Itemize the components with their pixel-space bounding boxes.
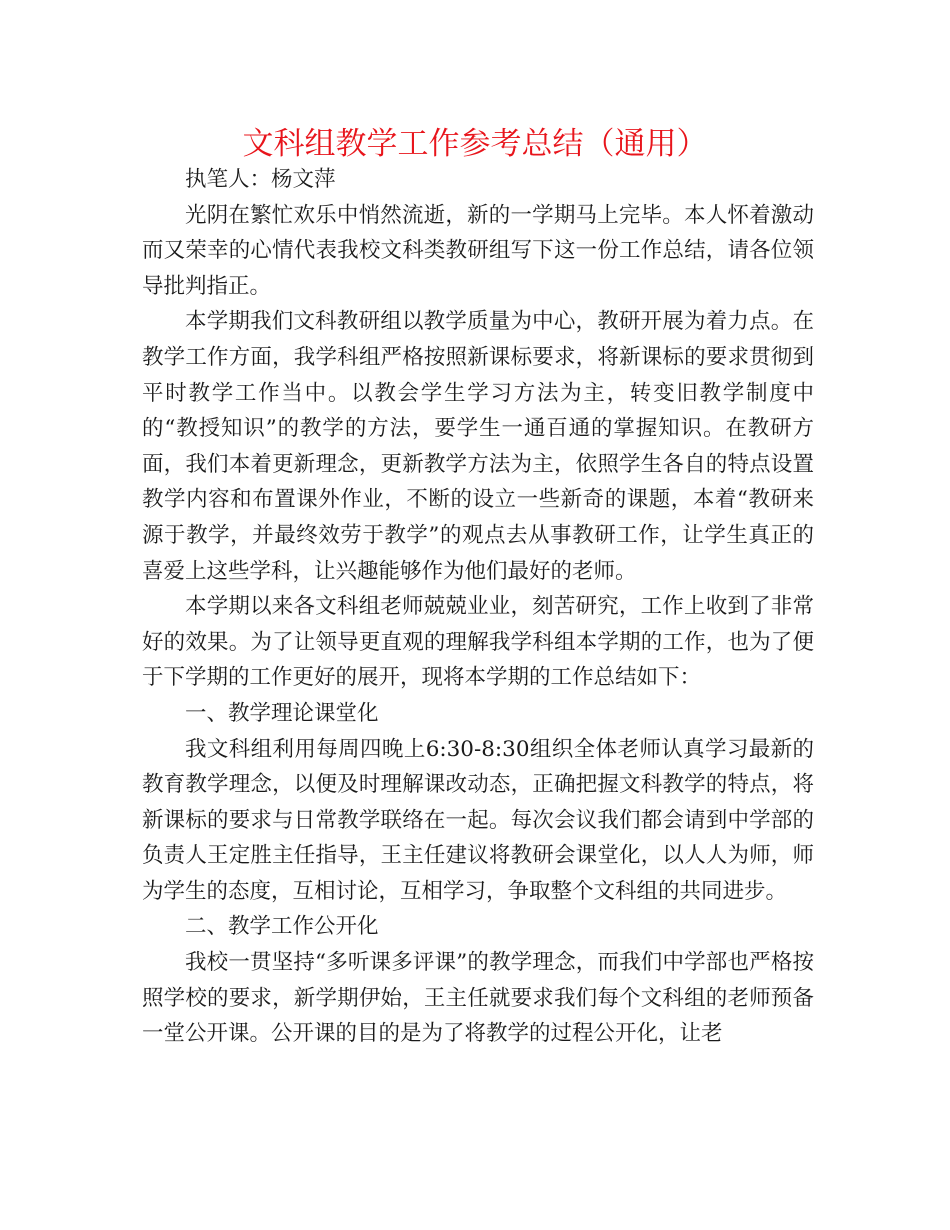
section-heading-1: 一、教学理论课堂化 [185, 700, 379, 726]
paragraph-summary-lead: 本学期以来各文科组老师兢兢业业，刻苦研究，工作上收到了非常好的效果。为了让领导更直观的理解我学科组本学期的工作，也为了便于下学期的工作更好的展开，现将本学期的工作总结如下： [142, 594, 814, 691]
paragraph-section-1: 我文科组利用每周四晚上6:30-8:30组织全体老师认真学习最新的教育教学理念，以便及时理解课改动态，正确把握文科教学的特点，将新课标的要求与日常教学联络在一起。每次会议我们都会请到中学部的负责人王定胜主任指导，王主任建议将教研会课堂化，以人人为师，师为学生的态度，互相讨论，互相学习，争取整个文科组的共同进步。 [142, 736, 814, 904]
paragraph-section-2: 我校一贯坚持“多听课多评课”的教学理念，而我们中学部也严格按照学校的要求，新学期伊始，王主任就要求我们每个文科组的老师预备一堂公开课。公开课的目的是为了将教学的过程公开化，让老 [142, 950, 814, 1047]
paragraph-overview: 本学期我们文科教研组以教学质量为中心，教研开展为着力点。在教学工作方面，我学科组严格按照新课标要求，将新课标的要求贯彻到平时教学工作当中。以教会学生学习方法为主，转变旧教学制度中的“教授知识”的教学的方法，要学生一通百通的掌握知识。在教研方面，我们本着更新理念，更新教学方法为主，依照学生各自的特点设置教学内容和布置课外作业，不断的设立一些新奇的课题，本着“教研来源于教学，并最终效劳于教学”的观点去从事教研工作，让学生真正的喜爱上这些学科，让兴趣能够作为他们最好的老师。 [142, 309, 814, 584]
author-line: 执笔人：杨文萍 [185, 167, 336, 192]
document-title: 文科组教学工作参考总结（通用） [242, 126, 708, 162]
document-body [142, 162, 814, 1052]
section-heading-2: 二、教学工作公开化 [185, 914, 379, 940]
paragraph-intro: 光阴在繁忙欢乐中悄然流逝，新的一学期马上完毕。本人怀着激动而又荣幸的心情代表我校文科类教研组写下这一份工作总结，请各位领导批判指正。 [142, 202, 814, 299]
